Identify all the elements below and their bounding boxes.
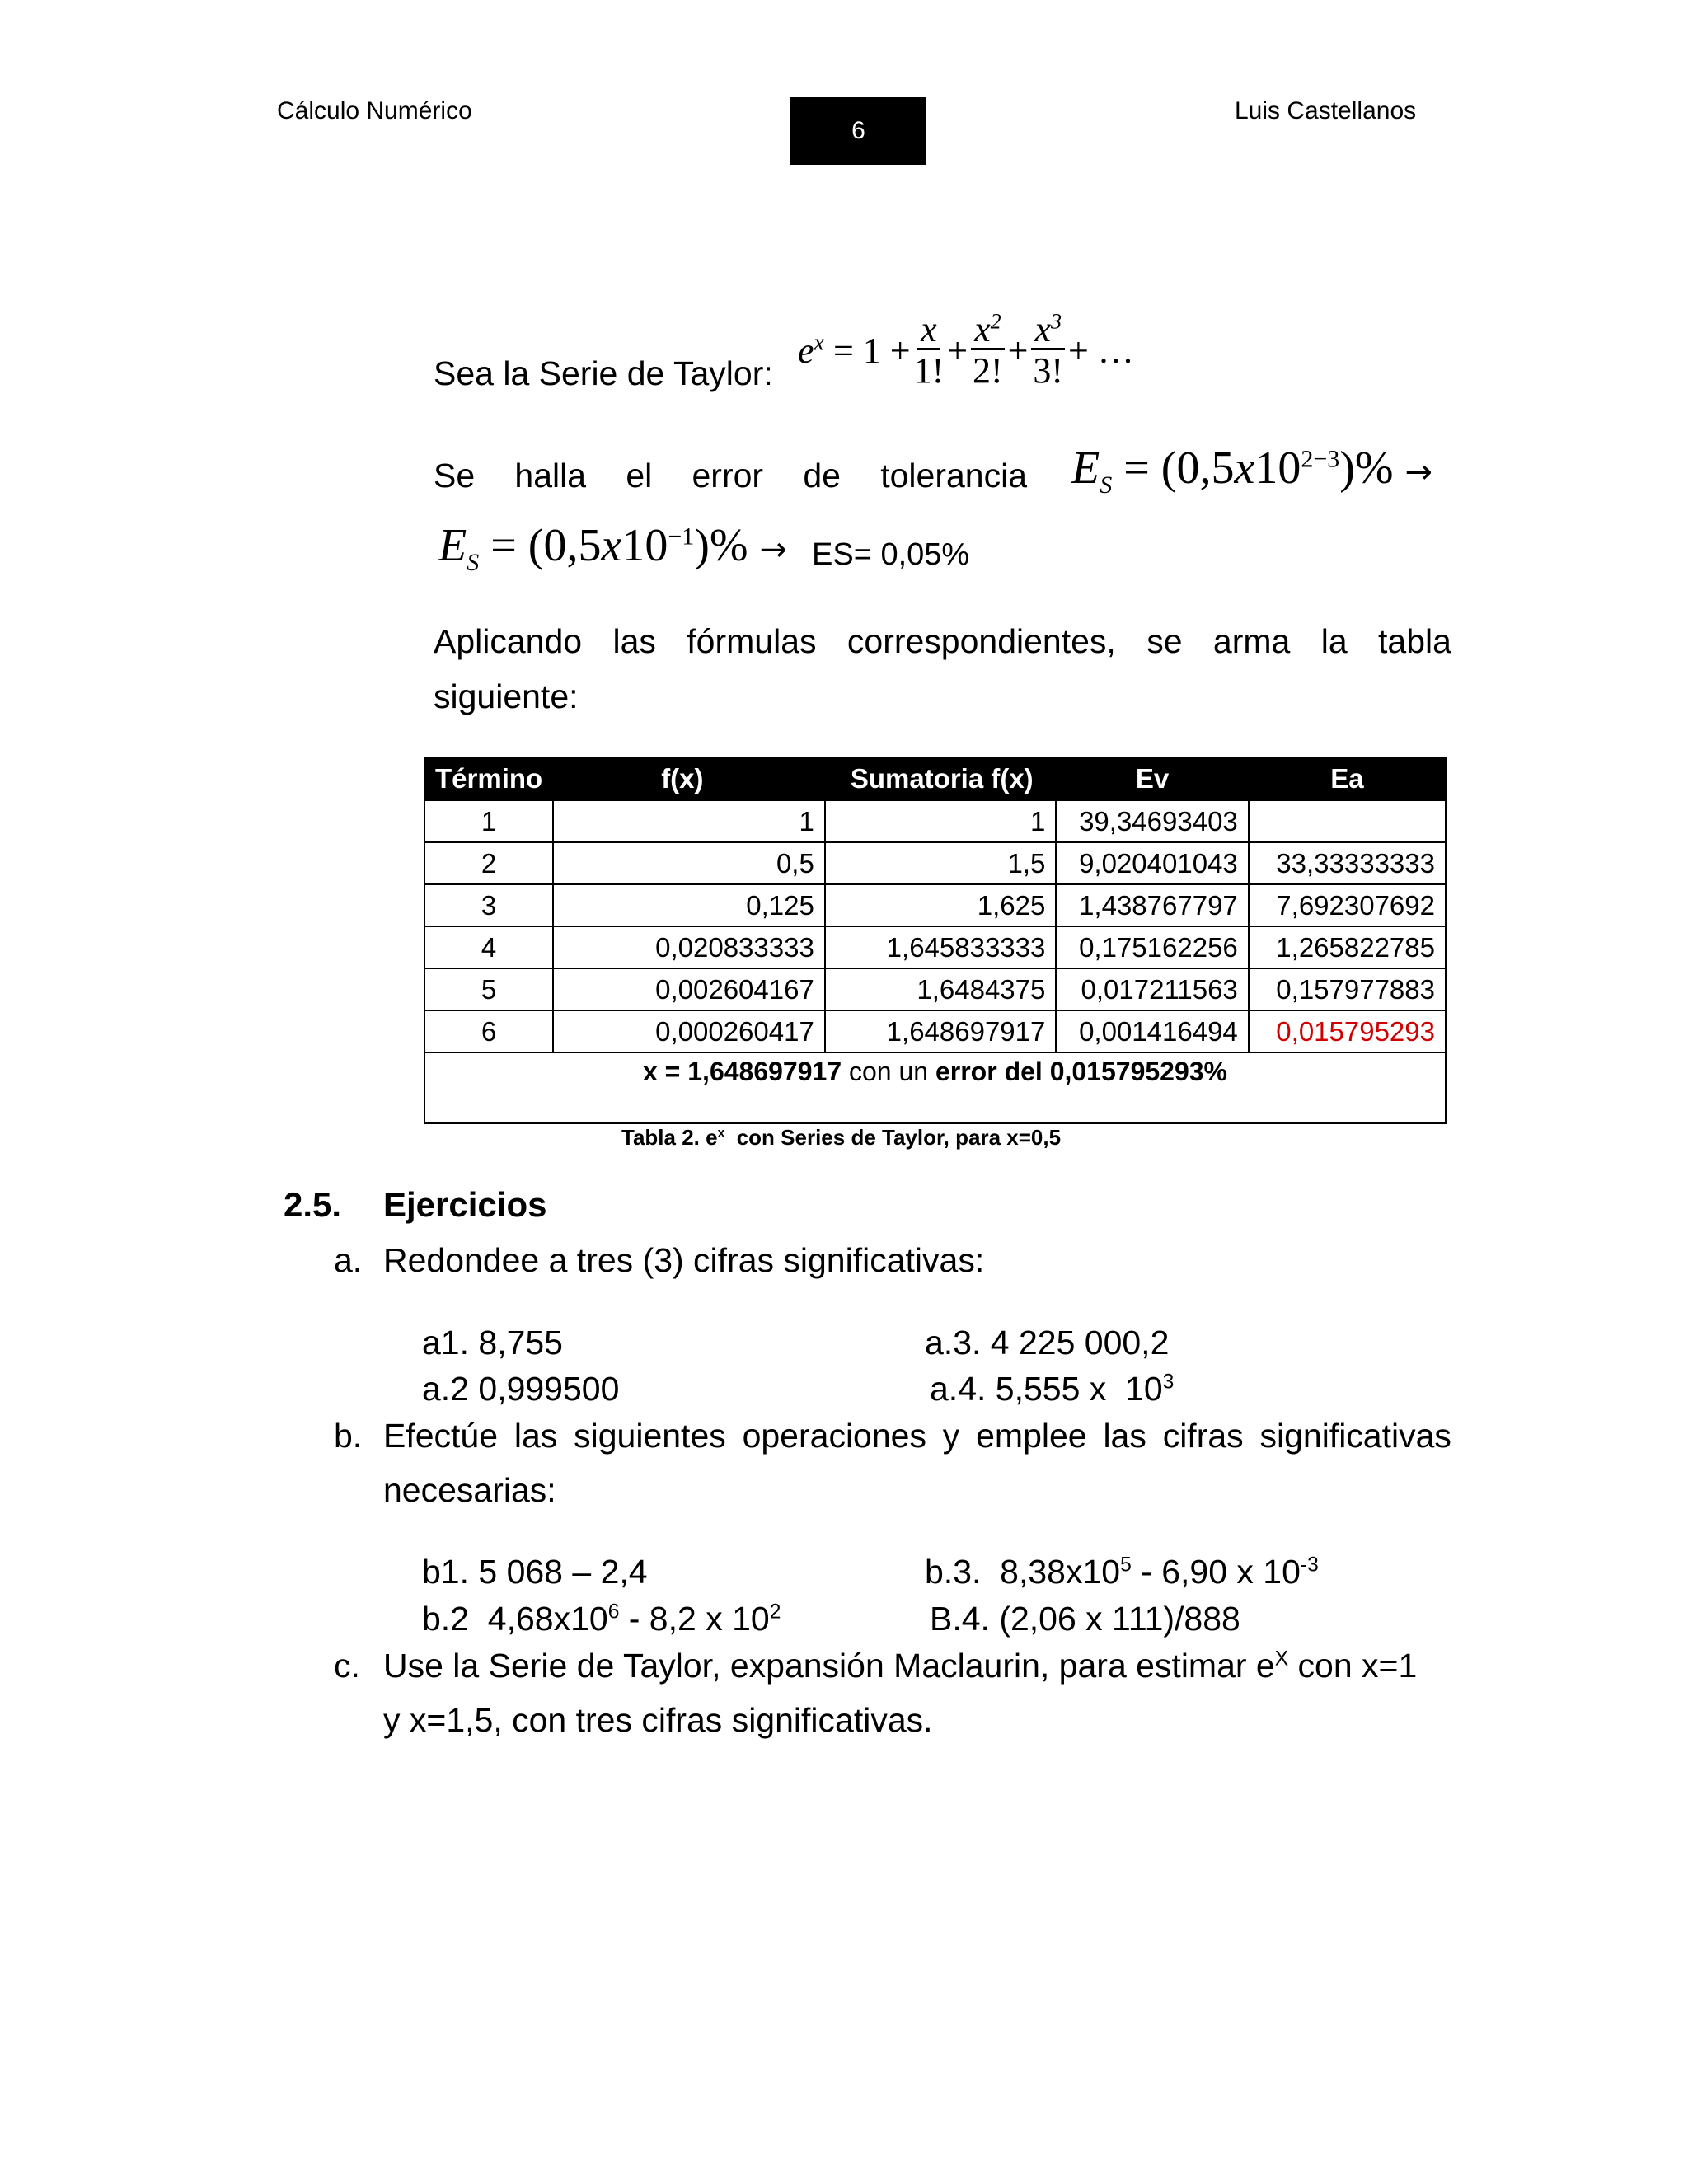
cell-sumatoria: 1,6484375 — [825, 968, 1057, 1010]
c-part2: con x=1 — [1288, 1647, 1418, 1685]
word: y — [942, 1417, 960, 1455]
cell-termino: 6 — [424, 1010, 553, 1052]
cell-sumatoria: 1,625 — [825, 884, 1057, 926]
header-ea: Ea — [1249, 757, 1446, 800]
exercise-c-line-2: y x=1,5, con tres cifras significativas. — [383, 1701, 933, 1739]
exercise-a-text: Redondee a tres (3) cifras significativas: — [383, 1241, 985, 1279]
caption-prefix: Tabla 2. e — [621, 1125, 718, 1150]
table-row — [424, 800, 1446, 842]
word: fórmulas — [687, 622, 817, 660]
cell-sumatoria: 1,5 — [825, 842, 1057, 884]
word: error — [692, 457, 764, 494]
exercise-a4 — [930, 1370, 1174, 1408]
word: las — [612, 622, 656, 660]
table-summary-row — [424, 1052, 1446, 1123]
b2-exp1: 6 — [607, 1601, 620, 1624]
word: de — [803, 457, 841, 494]
cell-termino: 4 — [424, 926, 553, 968]
cell-fx: 0,5 — [553, 842, 825, 884]
exercise-b-marker: b. — [334, 1417, 363, 1455]
word: tabla — [1378, 622, 1451, 660]
cell-ea: 0,157977883 — [1249, 968, 1446, 1010]
a4-base: a.4. 5,555 x 10 — [930, 1370, 1163, 1408]
b2-part2: - 8,2 x 10 — [619, 1600, 770, 1638]
section-title: Ejercicios — [383, 1185, 547, 1224]
exercise-a3: a.3. 4 225 000,2 — [925, 1324, 1170, 1361]
cell-sumatoria: 1,648697917 — [825, 1010, 1057, 1052]
paragraph-line-2: siguiente: — [434, 677, 579, 715]
word: cifras — [1162, 1417, 1244, 1455]
exercise-b3 — [925, 1553, 1319, 1591]
word: significativas — [1259, 1417, 1451, 1455]
summary-error: error del 0,015795293% — [935, 1057, 1227, 1086]
exercise-b-line-2: necesarias: — [383, 1471, 556, 1509]
cell-ea: 1,265822785 — [1249, 926, 1446, 968]
taylor-formula: $e^x$ = 1 + $\frac{x}{1!}$ + $\frac{x^2}{2!}$ + $\frac{x^3}{3!}$ + … — [798, 309, 1134, 391]
b2-part1: b.2 4,68x10 — [422, 1600, 608, 1638]
word: se — [1146, 622, 1183, 660]
exercise-b-line-1 — [383, 1417, 1451, 1455]
summary-mid: con un — [842, 1057, 935, 1086]
word: las — [1103, 1417, 1146, 1455]
cell-ev: 0,175162256 — [1056, 926, 1248, 968]
word: Aplicando — [434, 622, 583, 660]
cell-termino: 1 — [424, 800, 553, 842]
word: halla — [514, 457, 587, 494]
word: la — [1320, 622, 1348, 660]
cell-termino: 5 — [424, 968, 553, 1010]
es-formula-2: $E_S = (0,5x10^{-1})\%$ → — [438, 520, 788, 577]
cell-ea-highlight: 0,015795293 — [1249, 1010, 1446, 1052]
header-sumatoria: Sumatoria f(x) — [825, 757, 1057, 800]
cell-ev: 9,020401043 — [1056, 842, 1248, 884]
taylor-label: Sea la Serie de Taylor: — [434, 354, 773, 392]
header-right: Luis Castellanos — [1235, 97, 1417, 124]
b3-exp1: 5 — [1120, 1554, 1132, 1577]
word: arma — [1212, 622, 1291, 660]
summary-x: x = 1,648697917 — [642, 1057, 842, 1086]
c-exp: X — [1274, 1647, 1289, 1671]
cell-sumatoria: 1 — [825, 800, 1057, 842]
word: correspondientes, — [846, 622, 1116, 660]
word: Efectúe — [383, 1417, 499, 1455]
b3-exp2: -3 — [1300, 1554, 1319, 1577]
exercise-c-marker: c. — [334, 1647, 360, 1685]
exercise-b4: B.4. (2,06 x 111)/888 — [930, 1600, 1240, 1638]
table-row — [424, 968, 1446, 1010]
table-row — [424, 1010, 1446, 1052]
exercise-b2 — [422, 1600, 781, 1638]
cell-fx: 0,000260417 — [553, 1010, 825, 1052]
es-result: ES= 0,05% — [812, 537, 970, 572]
cell-ev: 0,017211563 — [1056, 968, 1248, 1010]
cell-fx: 0,002604167 — [553, 968, 825, 1010]
c-part1: Use la Serie de Taylor, expansión Maclaurin, para estimar e — [383, 1647, 1275, 1685]
cell-fx: 1 — [553, 800, 825, 842]
cell-termino: 2 — [424, 842, 553, 884]
header-left: Cálculo Numérico — [277, 97, 472, 124]
table-caption — [621, 1125, 1061, 1151]
cell-ev: 0,001416494 — [1056, 1010, 1248, 1052]
table-header-row — [424, 757, 1446, 800]
exercise-a2: a.2 0,999500 — [422, 1370, 620, 1408]
cell-termino: 3 — [424, 884, 553, 926]
table-row — [424, 926, 1446, 968]
word: Se — [434, 457, 476, 494]
es-formula-1: $E_S = (0,5x10^{2-3})\%$ → — [1071, 443, 1433, 499]
summary-cell — [424, 1052, 1446, 1123]
cell-ea: 7,692307692 — [1249, 884, 1446, 926]
table-row — [424, 884, 1446, 926]
exercise-b1: b1. 5 068 – 2,4 — [422, 1553, 648, 1591]
b3-part1: b.3. 8,38x10 — [925, 1553, 1121, 1591]
word: las — [513, 1417, 558, 1455]
exercise-a-marker: a. — [334, 1241, 363, 1279]
cell-ev: 1,438767797 — [1056, 884, 1248, 926]
cell-ea — [1249, 800, 1446, 842]
tolerance-words — [434, 457, 1027, 495]
caption-sup: x — [717, 1126, 725, 1141]
cell-fx: 0,125 — [553, 884, 825, 926]
exercise-c-line-1 — [383, 1647, 1417, 1685]
word: operaciones — [742, 1417, 926, 1455]
word: siguientes — [574, 1417, 726, 1455]
word: emplee — [976, 1417, 1087, 1455]
caption-suffix: con Series de Taylor, para x=0,5 — [724, 1125, 1062, 1150]
taylor-table — [424, 757, 1447, 1124]
b3-part2: - 6,90 x 10 — [1131, 1553, 1301, 1591]
paragraph-line-1 — [434, 622, 1451, 661]
header-termino: Término — [424, 757, 553, 800]
cell-ea: 33,33333333 — [1249, 842, 1446, 884]
b2-exp2: 2 — [769, 1601, 781, 1624]
cell-fx: 0,020833333 — [553, 926, 825, 968]
exercise-a1: a1. 8,755 — [422, 1324, 563, 1361]
header-ev: Ev — [1056, 757, 1248, 800]
word: tolerancia — [880, 457, 1027, 494]
a4-exp: 3 — [1162, 1371, 1175, 1394]
page-number: 6 — [790, 97, 926, 165]
section-number: 2.5. — [284, 1185, 342, 1224]
cell-ev: 39,34693403 — [1056, 800, 1248, 842]
cell-sumatoria: 1,645833333 — [825, 926, 1057, 968]
word: el — [626, 457, 653, 494]
table-row — [424, 842, 1446, 884]
header-fx: f(x) — [553, 757, 825, 800]
